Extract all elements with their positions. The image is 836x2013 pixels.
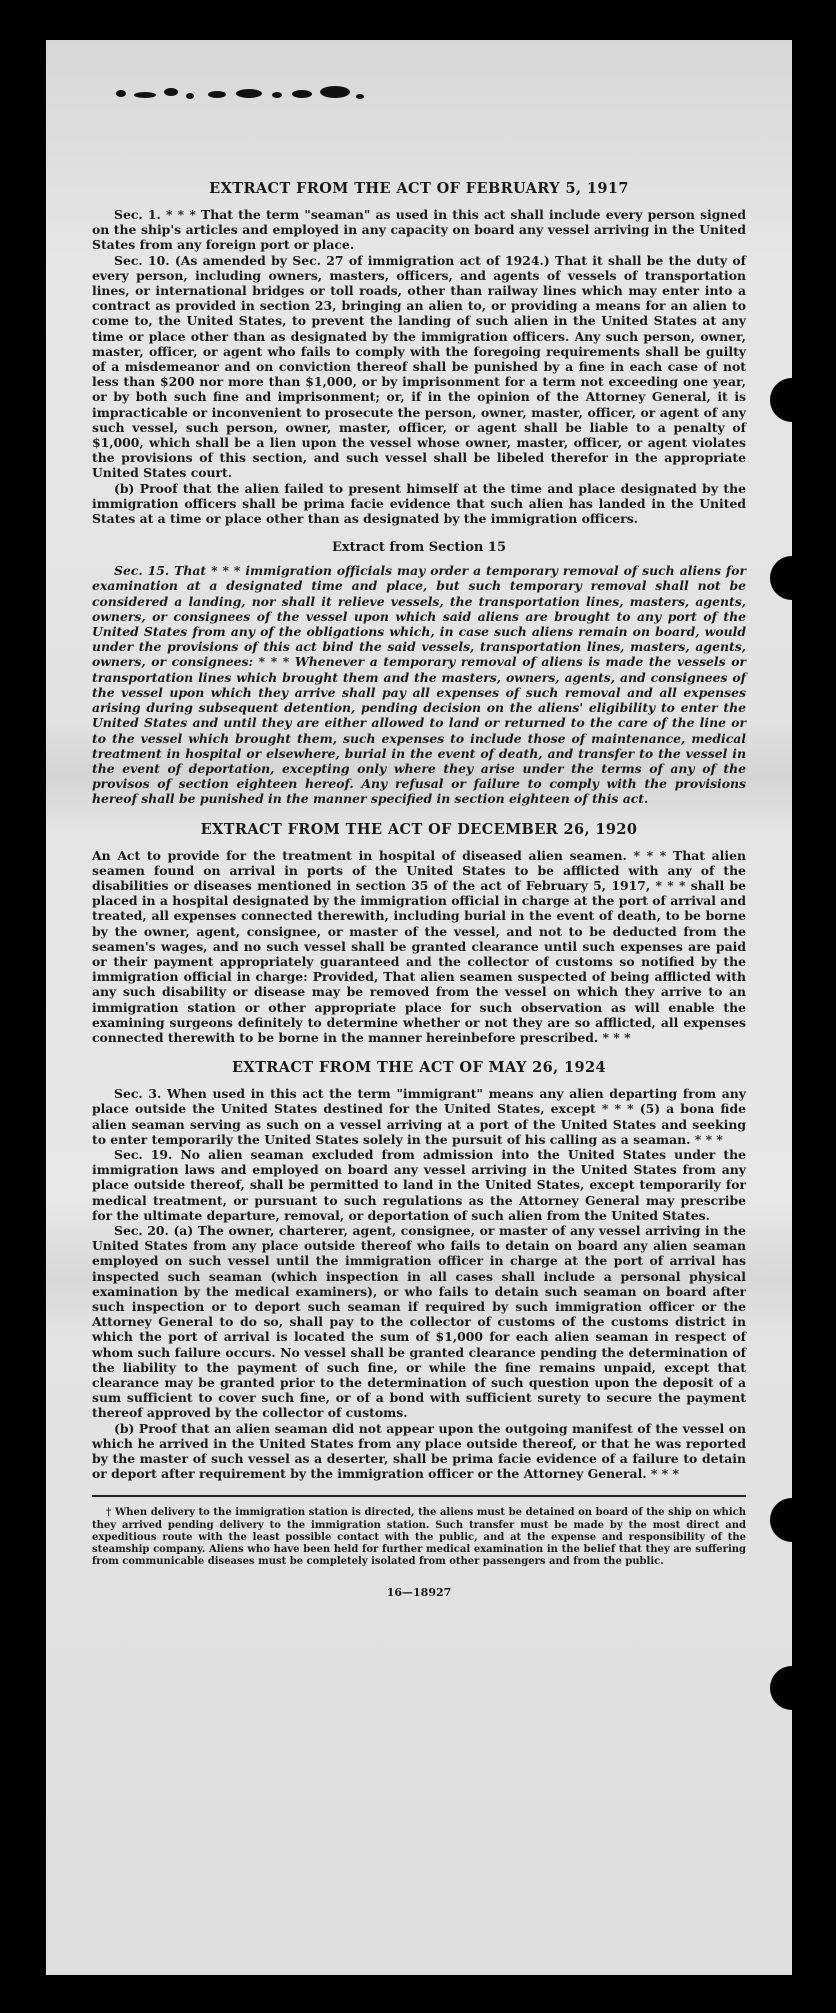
section-heading: Extract from Section 15 [331,540,507,556]
section-heading: EXTRACT FROM THE ACT OF DECEMBER 26, 1920 [200,820,638,838]
section-act-1917 [92,180,746,526]
paragraph: (b) Proof that an alien seaman did not appear upon the outgoing manifest of the vessel on which he arrived in the United States from any place outside thereof, or that he was reported by the master of such vessel as a deserter, shall be prima facie evidence of a failure to detain or deport after requirement by the immigration officer or the Attorney General. * * * [92,1420,746,1482]
footnote-text: † When delivery to the immigration station is directed, the aliens must be detained on board of the ship on which they arrived pending delivery to the immigration station. Such transfer must be made by the most direct and expeditious route with the least possible contact with the public, and at the expense and responsibility of the steamship company. Aliens who have been held for further medical examination in the belief that they are suffering from communicable diseases must be completely isolated from other passengers and from the public. [92,1507,746,1568]
document-sheet [46,40,792,1975]
binder-hole-3 [770,1498,792,1542]
footnote [92,1507,746,1568]
binder-hole-1 [770,378,792,422]
section-extract-15 [92,540,746,806]
paragraph: Sec. 15. That * * * immigration officials may order a temporary removal of such aliens for examination at a designated time and place, but such temporary removal shall not be considered a landing, nor shall it relieve vessels, the transportation lines, masters, agents, owners, or consignees of the vessel upon which said aliens are brought to any port of the United States from any of the obligations which, in case such aliens remain on board, would under the provisions of this act bind the said vessels, transportation lines, masters, agents, owners, or consignees: * * * Whenever a temporary removal of aliens is made the vessels or transportation lines which brought them and the masters, owners, agents, and consignees of the vessel upon which they arrive shall pay all expenses of such removal and all expenses arising during subsequent detention, pending decision on the aliens' eligibility to enter the United States and until they are either allowed to land or returned to the care of the line or to the vessel which brought them, such expenses to include those of maintenance, medical treatment in hospital or elsewhere, burial in the event of death, and transfer to the vessel in the event of deportation, excepting only where they arise under the terms of any of the provisos of section eighteen hereof. Any refusal or failure to comply with the provisions hereof shall be punished in the manner specified in section eighteen of this act. [92,563,746,807]
footnote-divider [92,1495,746,1497]
section-heading: EXTRACT FROM THE ACT OF MAY 26, 1924 [231,1059,607,1077]
paragraph: Sec. 1. * * * That the term "seaman" as used in this act shall include every person signed on the ship's articles and employed in any capacity on board any vessel arriving in the United States from any foreign port or place. [92,207,746,253]
paragraph: Sec. 20. (a) The owner, charterer, agent, consignee, or master of any vessel arriving in the United States from any place outside thereof who fails to detain on board any alien seaman employed on such vessel until the immigration officer in charge at the port of arrival has inspected such seaman (which inspection in all cases shall include a personal physical examination by the medical examiners), or who fails to detain such seaman on board after such inspection or to deport such seaman if required by such immigration officer or the Attorney General to do so, shall pay to the collector of customs of the customs district in which the port of arrival is located the sum of $1,000 for each alien seaman in respect of whom such failure occurs. No vessel shall be granted clearance pending the determination of the liability to the payment of such fine, or while the fine remains unpaid, except that clearance may be granted prior to the determination of such question upon the deposit of a sum sufficient to cover such fine, or of a bond with sufficient surety to secure the payment thereof approved by the collector of customs. [92,1222,746,1421]
paragraph: Sec. 10. (As amended by Sec. 27 of immigration act of 1924.) That it shall be the duty of every person, including owners, masters, officers, and agents of vessels of transportation lines, or international bridges or toll roads, other than railway lines which may enter into a contract as provided in section 23, bringing an alien to, or providing a means for an alien to come to, the United States, to prevent the landing of such alien in the United States at any time or place other than as designated by the immigration officers. Any such person, owner, master, officer, or agent who fails to comply with the foregoing requirements shall be guilty of a misdemeanor and on conviction thereof shall be punished by a fine in each case of not less than $200 nor more than $1,000, or by imprisonment for a term not exceeding one year, or by both such fine and imprisonment; or, if in the opinion of the Attorney General, it is impracticable or inconvenient to prosecute the person, owner, master, officer, or agent of any such vessel, such person, owner, master, officer, or agent shall be liable to a penalty of $1,000, which shall be a lien upon the vessel whose owner, master, officer, or agent violates the provisions of this section, and such vessel shall be libeled therefor in the appropriate United States court. [92,252,746,481]
paragraph: Sec. 19. No alien seaman excluded from admission into the United States under the immigration laws and employed on board any vessel arriving in the United States from any place outside thereof, shall be permitted to land in the United States, except temporarily for medical treatment, or pursuant to such regulations as the Attorney General may prescribe for the ultimate departure, removal, or deportation of such alien from the United States. [92,1146,746,1223]
scorch-marks [116,82,386,112]
form-code: 16—18927 [386,1586,452,1600]
binder-hole-4 [770,1666,792,1710]
section-act-1920 [92,821,746,1046]
paragraph: (b) Proof that the alien failed to present himself at the time and place designated by the immigration officers shall be prima facie evidence that such alien has landed in the United States at a time or place other than as designated by the immigration officers. [92,480,746,527]
binder-hole-2 [770,556,792,600]
section-act-1924 [92,1059,746,1481]
paragraph: Sec. 3. When used in this act the term "immigrant" means any alien departing from any place outside the United States destined for the United States, except * * * (5) a bona fide alien seaman serving as such on a vessel arriving at a port of the United States and seeking to enter temporarily the United States solely in the pursuit of his calling as a seaman. * * * [92,1086,746,1147]
paragraph: An Act to provide for the treatment in hospital of diseased alien seamen. * * * That alien seamen found on arrival in ports of the United States to be afflicted with any of the disabilities or diseases mentioned in section 35 of the act of February 5, 1917, * * * shall be placed in a hospital designated by the immigration official in charge at the port of arrival and treated, all expenses connected therewith, including burial in the event of death, to be borne by the owner, agent, consignee, or master of the vessel, and not to be deducted from the seamen's wages, and no such vessel shall be granted clearance until such expenses are paid or their payment appropriately guaranteed and the collector of customs so notified by the immigration official in charge: Provided, That alien seamen suspected of being afflicted with any such disability or disease may be removed from the vessel on which they arrive to an immigration station or other appropriate place for such observation as will enable the examining surgeons definitely to determine whether or not they are so afflicted, all expenses connected therewith to be borne in the manner hereinbefore prescribed. * * * [92,847,746,1045]
section-heading: EXTRACT FROM THE ACT OF FEBRUARY 5, 1917 [209,180,629,197]
